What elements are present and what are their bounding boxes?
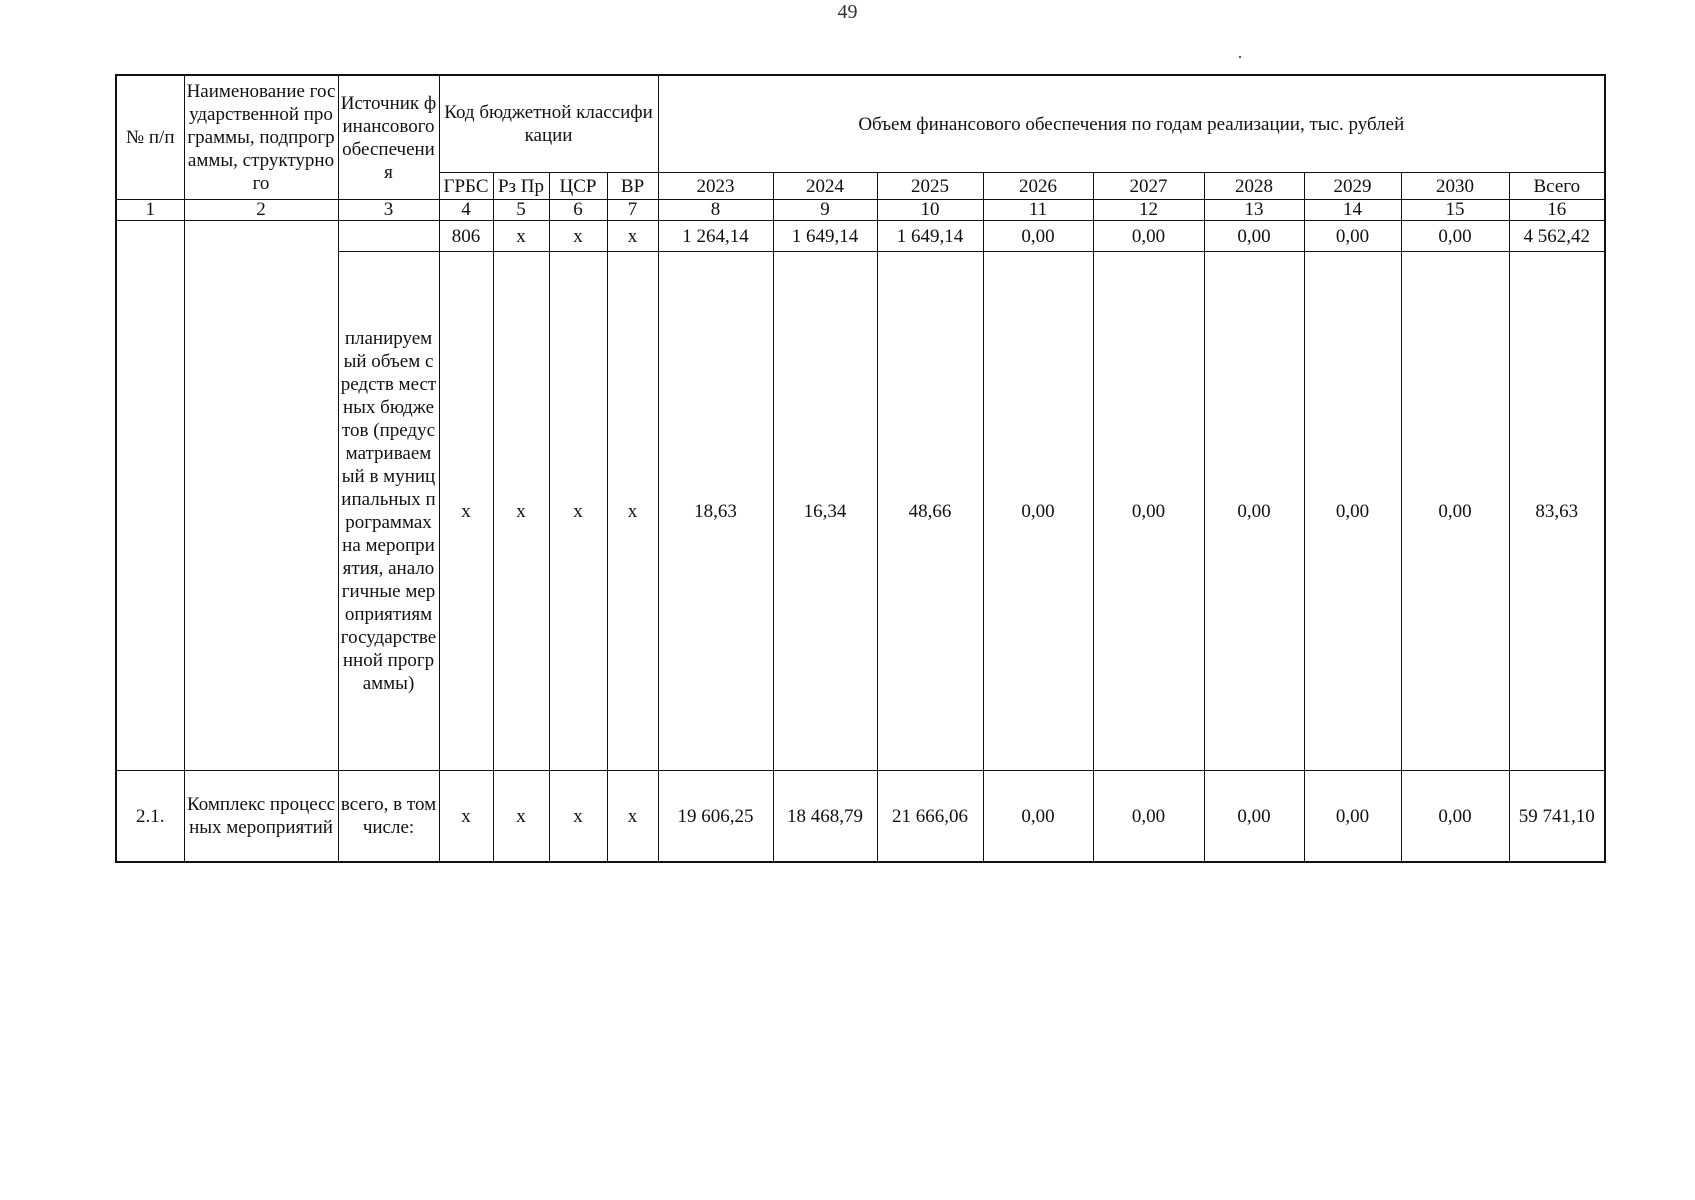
row-value-2029: 0,00 xyxy=(1304,221,1401,252)
header-financing-volume: Объем финансового обеспечения по годам реализации, тыс. рублей xyxy=(658,75,1605,173)
column-number: 14 xyxy=(1304,200,1401,221)
table-row xyxy=(116,221,1605,252)
row-vr: x xyxy=(607,252,658,771)
column-number: 12 xyxy=(1093,200,1204,221)
row-value-2026: 0,00 xyxy=(983,252,1093,771)
row-value-2028: 0,00 xyxy=(1204,252,1304,771)
header-row xyxy=(116,75,1605,173)
row-value-2025: 21 666,06 xyxy=(877,771,983,863)
row-value-total: 4 562,42 xyxy=(1509,221,1605,252)
table-row xyxy=(116,771,1605,863)
column-number: 16 xyxy=(1509,200,1605,221)
row-value-2030: 0,00 xyxy=(1401,252,1509,771)
row-value-2024: 1 649,14 xyxy=(773,221,877,252)
header-year-2023: 2023 xyxy=(658,173,773,200)
row-program-name xyxy=(184,221,338,771)
row-program-name: Комплекс процессных мероприятий xyxy=(184,771,338,863)
row-value-2030: 0,00 xyxy=(1401,771,1509,863)
row-value-2025: 1 649,14 xyxy=(877,221,983,252)
column-numbering-row xyxy=(116,200,1605,221)
row-rzpr: x xyxy=(493,221,549,252)
header-total: Всего xyxy=(1509,173,1605,200)
row-value-2027: 0,00 xyxy=(1093,221,1204,252)
row-value-2023: 19 606,25 xyxy=(658,771,773,863)
row-value-total: 59 741,10 xyxy=(1509,771,1605,863)
header-rzpr: Рз Пр xyxy=(493,173,549,200)
row-no xyxy=(116,221,184,771)
column-number: 8 xyxy=(658,200,773,221)
row-rzpr: x xyxy=(493,771,549,863)
column-number: 6 xyxy=(549,200,607,221)
row-no: 2.1. xyxy=(116,771,184,863)
row-value-2026: 0,00 xyxy=(983,771,1093,863)
column-number: 4 xyxy=(439,200,493,221)
column-number: 1 xyxy=(116,200,184,221)
column-number: 3 xyxy=(338,200,439,221)
header-year-2030: 2030 xyxy=(1401,173,1509,200)
row-grbs: 806 xyxy=(439,221,493,252)
header-funding-source: Источник финансового обеспечения xyxy=(338,75,439,200)
scan-speck xyxy=(1239,56,1241,58)
row-value-2023: 1 264,14 xyxy=(658,221,773,252)
column-number: 9 xyxy=(773,200,877,221)
header-budget-classification: Код бюджетной классификации xyxy=(439,75,658,173)
column-number: 7 xyxy=(607,200,658,221)
row-value-total: 83,63 xyxy=(1509,252,1605,771)
header-year-2025: 2025 xyxy=(877,173,983,200)
page-number: 49 xyxy=(837,1,858,23)
row-value-2029: 0,00 xyxy=(1304,771,1401,863)
financing-table xyxy=(115,74,1606,863)
row-funding-source xyxy=(338,221,439,252)
header-year-2029: 2029 xyxy=(1304,173,1401,200)
column-number: 15 xyxy=(1401,200,1509,221)
column-number: 10 xyxy=(877,200,983,221)
row-funding-source: всего, в том числе: xyxy=(338,771,439,863)
row-value-2026: 0,00 xyxy=(983,221,1093,252)
header-year-2026: 2026 xyxy=(983,173,1093,200)
column-number: 13 xyxy=(1204,200,1304,221)
row-csr: x xyxy=(549,771,607,863)
row-rzpr: x xyxy=(493,252,549,771)
header-program-name: Наименование государственной программы, подпрограммы, структурного xyxy=(184,75,338,200)
header-grbs: ГРБС xyxy=(439,173,493,200)
row-value-2025: 48,66 xyxy=(877,252,983,771)
header-year-2028: 2028 xyxy=(1204,173,1304,200)
header-no: № п/п xyxy=(116,75,184,200)
column-number: 2 xyxy=(184,200,338,221)
column-number: 5 xyxy=(493,200,549,221)
row-value-2024: 18 468,79 xyxy=(773,771,877,863)
header-vr: ВР xyxy=(607,173,658,200)
row-value-2028: 0,00 xyxy=(1204,771,1304,863)
row-value-2030: 0,00 xyxy=(1401,221,1509,252)
header-year-2027: 2027 xyxy=(1093,173,1204,200)
row-grbs: x xyxy=(439,252,493,771)
row-value-2029: 0,00 xyxy=(1304,252,1401,771)
row-vr: x xyxy=(607,221,658,252)
row-csr: x xyxy=(549,252,607,771)
header-csr: ЦСР xyxy=(549,173,607,200)
row-funding-source: планируемый объем средств местных бюджетов (предусматриваемый в муниципальных программах на мероприятия, аналогичные мероприятиям государственной программы) xyxy=(338,252,439,771)
table-row xyxy=(116,252,1605,771)
row-csr: x xyxy=(549,221,607,252)
row-value-2024: 16,34 xyxy=(773,252,877,771)
row-value-2027: 0,00 xyxy=(1093,252,1204,771)
header-year-2024: 2024 xyxy=(773,173,877,200)
row-value-2023: 18,63 xyxy=(658,252,773,771)
row-grbs: x xyxy=(439,771,493,863)
row-value-2027: 0,00 xyxy=(1093,771,1204,863)
row-vr: x xyxy=(607,771,658,863)
row-value-2028: 0,00 xyxy=(1204,221,1304,252)
column-number: 11 xyxy=(983,200,1093,221)
